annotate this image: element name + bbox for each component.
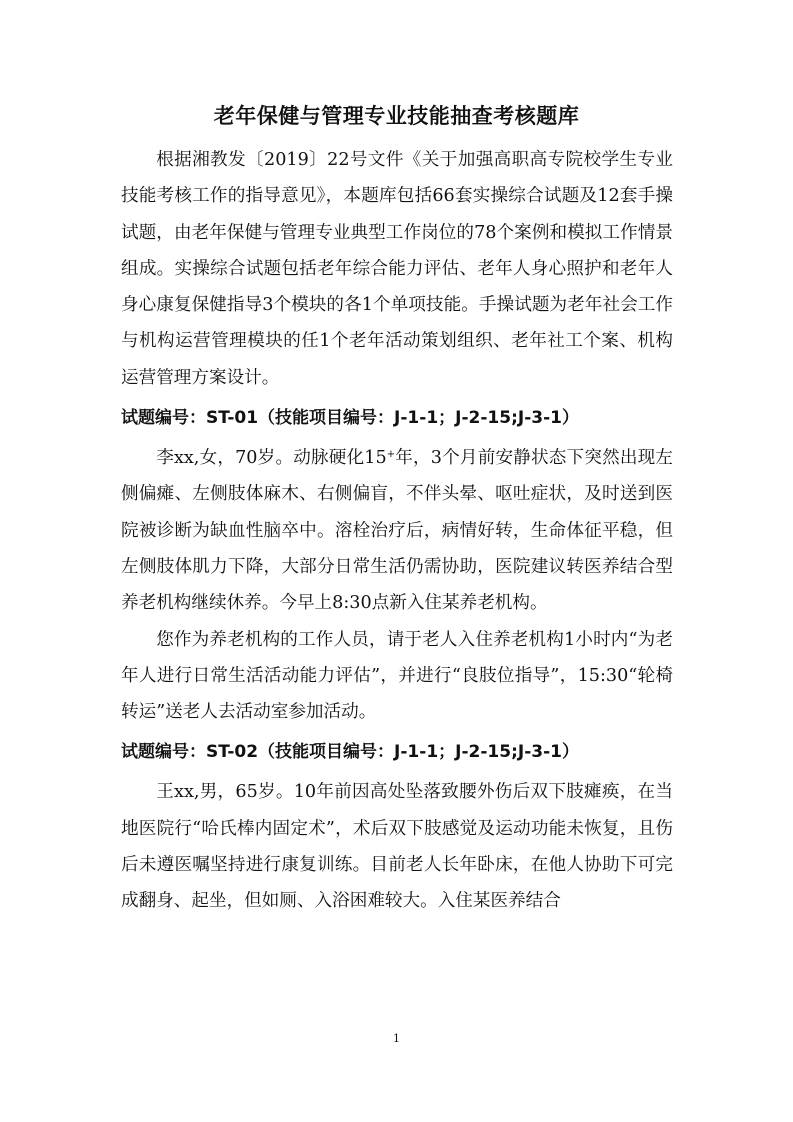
question-st02-case: 王xx,男，65岁。10年前因高处坠落致腰外伤后双下肢瘫痪，在当地医院行“哈氏棒内固定术”，术后双下肢感觉及运动功能未恢复，且伤后未遵医嘱坚持进行康复训练。目前老人长年卧床，在他人协助下可完成翻身、起坐，但如厕、入浴困难较大。入住某医养结合 bbox=[121, 782, 673, 912]
intro-paragraph: 根据湘教发〔2019〕22号文件《关于加强高职高专院校学生专业技能考核工作的指导意见》，本题库包括66套实操综合试题及12套手操试题，由老年保健与管理专业典型工作岗位的78个案例和模拟工作情景组成。实操综合试题包括老年综合能力评估、老年人身心照护和老年人身心康复保健指导3个模块的各1个单项技能。手操试题为老年社会工作与机构运营管理模块的任1个老年活动策划组织、老年社工个案、机构运营管理方案设计。 bbox=[121, 150, 673, 388]
document-title: 老年保健与管理专业技能抽查考核题库 bbox=[213, 104, 580, 128]
document-body bbox=[121, 142, 673, 920]
page-number: 1 bbox=[393, 1032, 400, 1045]
superscript-plus: + bbox=[386, 449, 396, 461]
question-st01-case bbox=[121, 440, 673, 621]
question-st01-case-part2: 年，3个月前安静状态下突然出现左侧偏瘫、左侧肢体麻木、右侧偏盲，不伴头晕、呕吐症状，及时送到医院被诊断为缺血性脑卒中。溶栓治疗后，病情好转，生命体征平稳，但左侧肢体肌力下降，大部分日常生活仍需协助，医院建议转医养结合型养老机构继续休养。今早上8:30点新入住某养老机构。 bbox=[121, 448, 673, 614]
question-heading-st01: 试题编号：ST-01（技能项目编号：J-1-1；J-2-15;J-3-1） bbox=[121, 408, 579, 429]
question-heading-st02: 试题编号：ST-02（技能项目编号：J-1-1；J-2-15;J-3-1） bbox=[121, 742, 579, 763]
question-st01-case-part1: 李xx,女，70岁。动脉硬化15 bbox=[156, 448, 387, 469]
question-st01-task: 您作为养老机构的工作人员，请于老人入住养老机构1小时内“为老年人进行日常生活活动能力评估”，并进行“良肢位指导”，15:30“轮椅转运”送老人去活动室参加活动。 bbox=[121, 629, 673, 723]
